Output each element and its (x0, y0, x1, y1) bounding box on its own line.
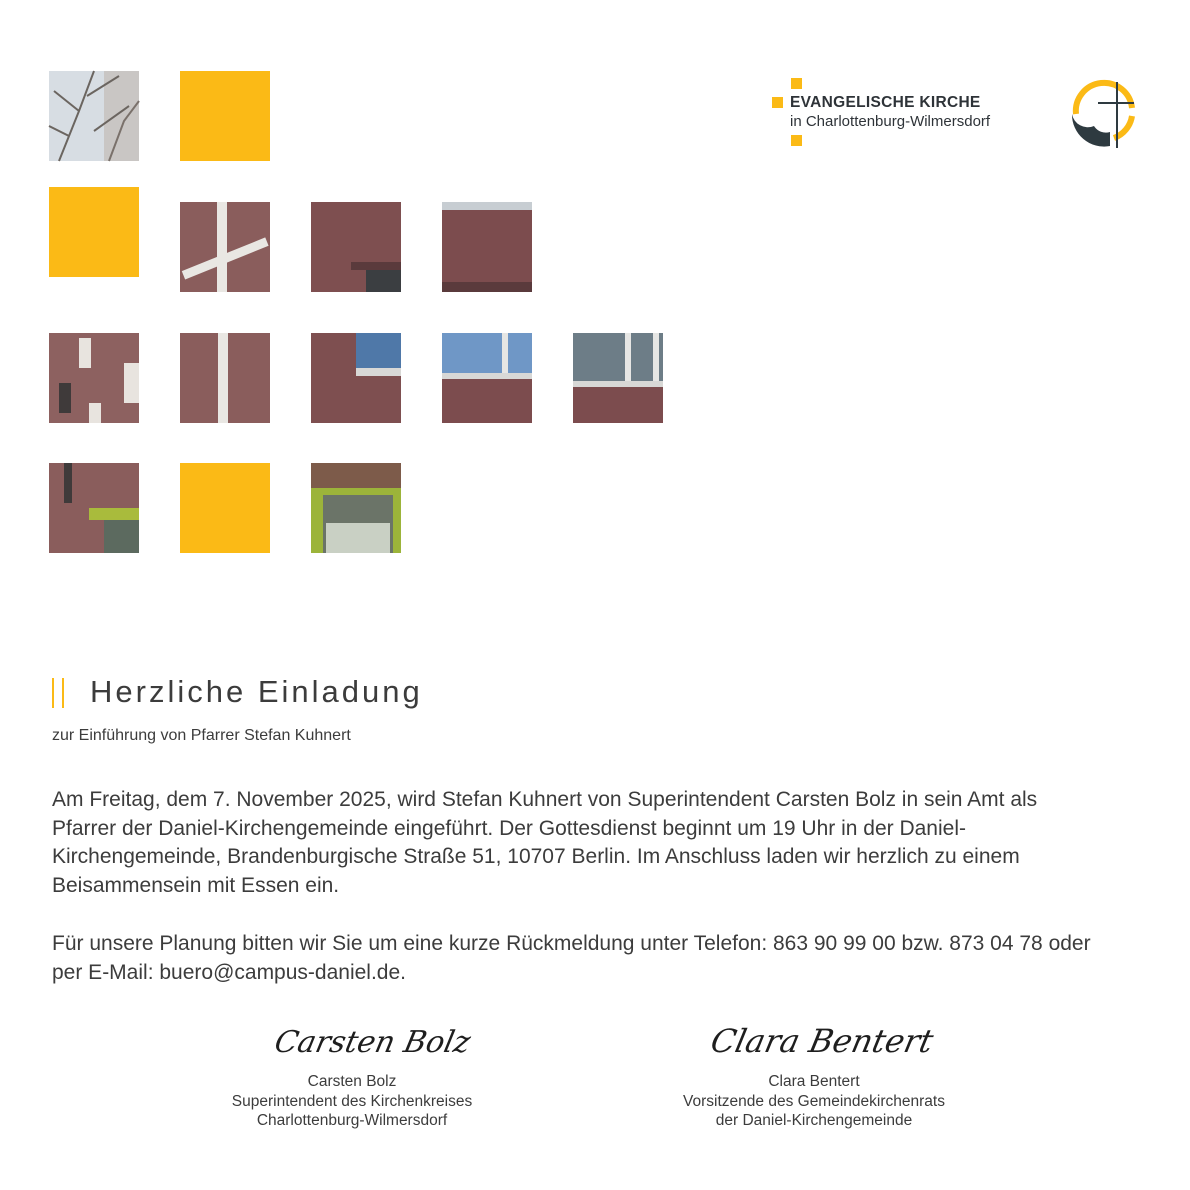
org-district: in Charlottenburg-Wilmersdorf (790, 113, 991, 130)
entrance-canopy-photo (49, 463, 139, 553)
window-sky-photo (442, 333, 532, 423)
window-corner-photo (311, 333, 401, 423)
signer-role-detail: der Daniel-Kirchengemeinde (715, 1112, 913, 1129)
signer-role-detail: Charlottenburg-Wilmersdorf (256, 1112, 448, 1129)
rsvp-paragraph: Für unsere Planung bitten wir Sie um eine kurze Rückmeldung unter Telefon: 863 90 99 00 bzw. 873 04 78 oder per E-Mail: buero@campus-daniel.de. (52, 932, 1091, 984)
entrance-door-photo (311, 463, 401, 553)
parish-emblem-icon (1066, 74, 1142, 150)
window-reflection-photo (573, 333, 663, 423)
heading-accent-bars (52, 678, 66, 708)
cross-on-wall-photo (180, 202, 270, 292)
yellow-tile (49, 187, 139, 277)
page-subtitle: zur Einführung von Pfarrer Stefan Kuhnert (52, 727, 351, 744)
handwritten-signature (704, 1010, 937, 1066)
yellow-tile (180, 463, 270, 553)
facade-windows-photo (49, 333, 139, 423)
handwritten-signature (271, 1010, 474, 1066)
signature-block-right (644, 1010, 984, 1131)
event-details-paragraph: Am Freitag, dem 7. November 2025, wird Stefan Kuhnert von Superintendent Carsten Bolz in sein Amt als Pfarrer der Daniel-Kirchengemeinde eingeführt. Der Gottesdienst beginnt um 19 Uhr in der Daniel-Kirchengemeinde, Brandenburgische Straße 51, 10707 Berlin. Im Anschluss laden wir herzlich zu einem Beisammensein mit Essen ein. (52, 788, 1038, 897)
church-district-logo (772, 78, 1052, 148)
wall-window-edge-photo (311, 202, 401, 292)
roof-edge-photo (442, 202, 532, 292)
logo-square (791, 135, 802, 146)
signer-name: Clara Bentert (768, 1073, 860, 1090)
signer-role: Superintendent des Kirchenkreises (231, 1092, 473, 1110)
yellow-tile (180, 71, 270, 161)
tree-branches-photo (49, 71, 139, 161)
org-name: EVANGELISCHE KIRCHE (790, 94, 981, 111)
page-title: Herzliche Einladung (90, 674, 423, 709)
svg-text:Clara Bentert: Clara Bentert (707, 1022, 937, 1060)
logo-square (791, 78, 802, 89)
svg-text:Carsten Bolz: Carsten Bolz (271, 1025, 474, 1060)
signer-name: Carsten Bolz (307, 1073, 397, 1090)
signature-block-left (192, 1010, 512, 1131)
cross-stem-photo (180, 333, 270, 423)
logo-square (772, 97, 783, 108)
signer-role: Vorsitzende des Gemeindekirchenrats (683, 1092, 945, 1110)
